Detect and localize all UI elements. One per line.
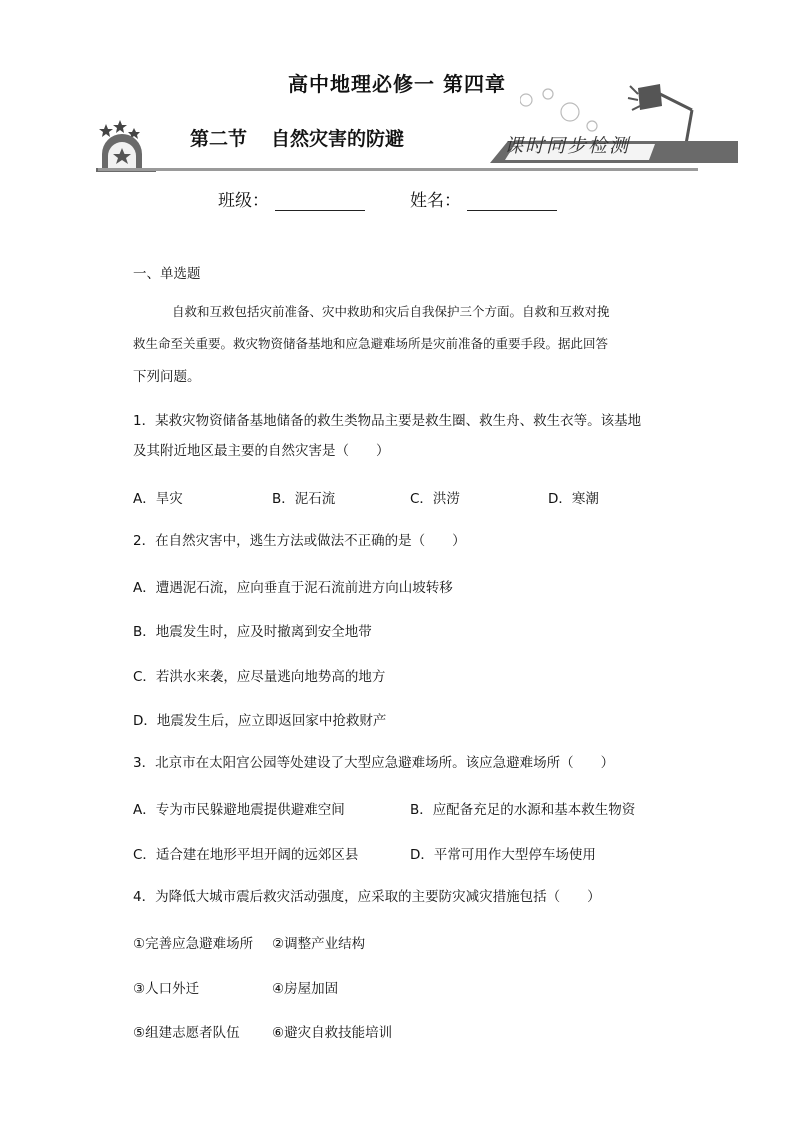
q3-option-a[interactable]: A．专为市民躲避地震提供避难空间: [133, 802, 345, 818]
q4-item-6: ⑥避灾自救技能培训: [272, 1025, 393, 1041]
sync-check-label: 课时同步检测: [504, 135, 631, 157]
q1-option-d[interactable]: D．寒潮: [548, 491, 599, 507]
q3-option-c[interactable]: C．适合建在地形平坦开阔的远郊区县: [133, 847, 359, 863]
q2-option-d[interactable]: D．地震发生后，应立即返回家中抢救财产: [133, 713, 387, 729]
q3-option-b[interactable]: B．应配备充足的水源和基本救生物资: [410, 802, 636, 818]
q1-option-c[interactable]: C．洪涝: [410, 491, 460, 507]
q2-option-c[interactable]: C．若洪水来袭，应尽量逃向地势高的地方: [133, 669, 386, 685]
q3-option-d[interactable]: D．平常可用作大型停车场使用: [410, 847, 596, 863]
class-label: 班级：: [218, 191, 269, 211]
banner-divider: [98, 168, 698, 171]
passage-line-2: 救生命至关重要。救灾物资储备基地和应急避难场所是灾前准备的重要手段。据此回答: [133, 336, 609, 351]
question-4-stem: 4．为降低大城市震后救灾活动强度，应采取的主要防灾减灾措施包括（ ）: [133, 889, 601, 905]
q1-option-a[interactable]: A．旱灾: [133, 491, 183, 507]
name-label: 姓名：: [410, 191, 461, 211]
class-blank[interactable]: [275, 192, 365, 211]
question-1-stem: 1．某救灾物资储备基地储备的救生类物品主要是救生圈、救生舟、救生衣等。该基地: [133, 413, 642, 429]
class-field[interactable]: [218, 186, 365, 211]
q2-option-a[interactable]: A．遭遇泥石流，应向垂直于泥石流前进方向山坡转移: [133, 580, 453, 596]
section-number: 第二节: [190, 128, 248, 150]
section-title: [190, 124, 404, 151]
document-title: 高中地理必修一 第四章: [288, 72, 506, 96]
passage-line-1: 自救和互救包括灾前准备、灾中救助和灾后自我保护三个方面。自救和互救对挽: [172, 304, 610, 319]
q2-option-b[interactable]: B．地震发生时，应及时撤离到安全地带: [133, 624, 372, 640]
q4-item-4: ④房屋加固: [272, 981, 339, 997]
section-name: 自然灾害的防避: [271, 128, 405, 150]
q4-item-3: ③人口外迁: [133, 981, 200, 997]
star-badge-icon: [96, 118, 156, 174]
question-1-stem-cont: 及其附近地区最主要的自然灾害是（ ）: [133, 443, 390, 459]
q1-option-b[interactable]: B．泥石流: [272, 491, 336, 507]
q4-item-5: ⑤组建志愿者队伍: [133, 1025, 240, 1041]
passage-line-3: 下列问题。: [133, 369, 201, 385]
question-2-stem: 2．在自然灾害中，逃生方法或做法不正确的是（ ）: [133, 533, 466, 549]
q4-item-1: ①完善应急避难场所: [133, 936, 254, 952]
name-field[interactable]: [410, 186, 557, 211]
name-blank[interactable]: [467, 192, 557, 211]
section-heading: 一、单选题: [133, 266, 201, 282]
q4-item-2: ②调整产业结构: [272, 936, 366, 952]
question-3-stem: 3．北京市在太阳宫公园等处建设了大型应急避难场所。该应急避难场所（ ）: [133, 755, 615, 771]
